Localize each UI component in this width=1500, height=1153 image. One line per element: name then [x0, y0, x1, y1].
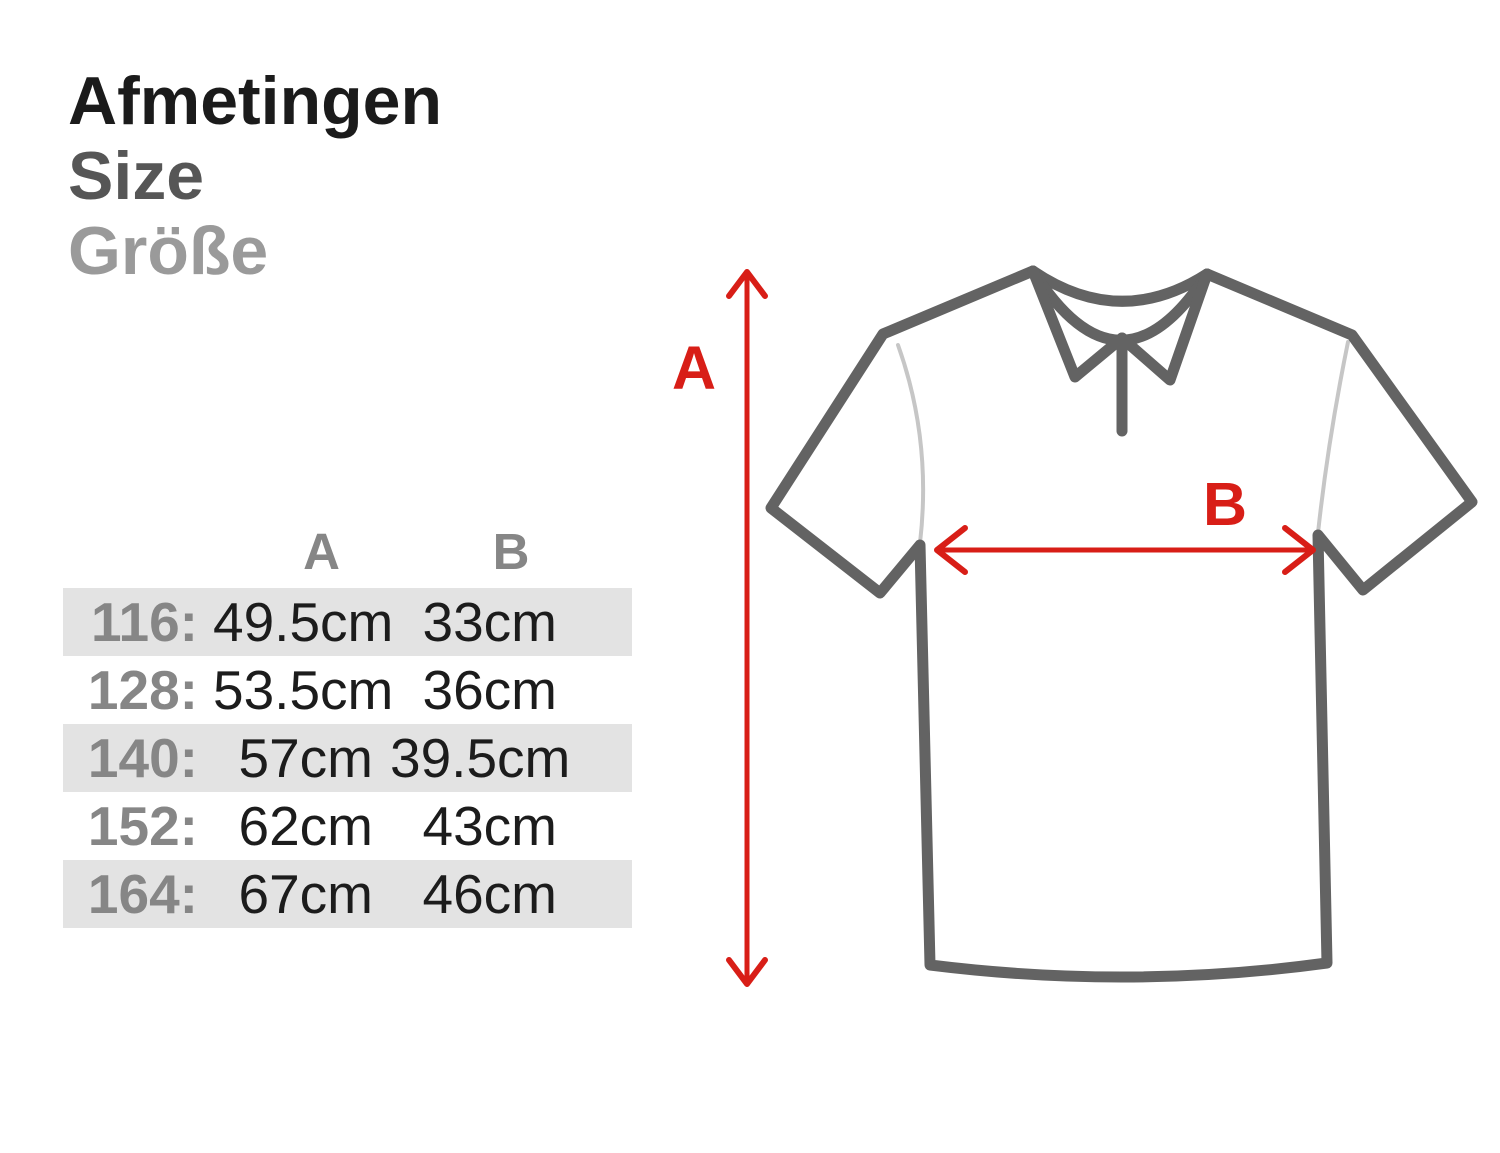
right-sleeve-seam: [1318, 342, 1348, 533]
measure-b: 33cm: [422, 591, 557, 653]
title-english: Size: [68, 138, 205, 214]
size-label: 152:: [87, 795, 198, 857]
dimension-arrow-b: [937, 528, 1313, 572]
measure-a: 67cm: [238, 863, 373, 925]
column-header-b: B: [492, 522, 530, 580]
dimension-label-a: A: [672, 334, 717, 402]
measure-a: 53.5cm: [213, 659, 394, 721]
measure-a: 57cm: [238, 727, 373, 789]
measure-a: 49.5cm: [213, 591, 394, 653]
size-label: 140:: [87, 727, 198, 789]
title-dutch: Afmetingen: [68, 63, 442, 139]
dimension-label-b: B: [1203, 470, 1248, 538]
dimension-arrow-a: [729, 272, 765, 984]
title-german: Größe: [68, 213, 269, 289]
measure-a: 62cm: [238, 795, 373, 857]
size-label: 128:: [87, 659, 198, 721]
measure-b: 39.5cm: [390, 727, 571, 789]
measure-b: 36cm: [422, 659, 557, 721]
size-label: 164:: [87, 863, 198, 925]
size-label: 116:: [90, 591, 198, 653]
left-sleeve-seam: [898, 345, 923, 543]
measure-b: 43cm: [422, 795, 557, 857]
column-header-a: A: [303, 522, 340, 580]
measure-b: 46cm: [422, 863, 557, 925]
